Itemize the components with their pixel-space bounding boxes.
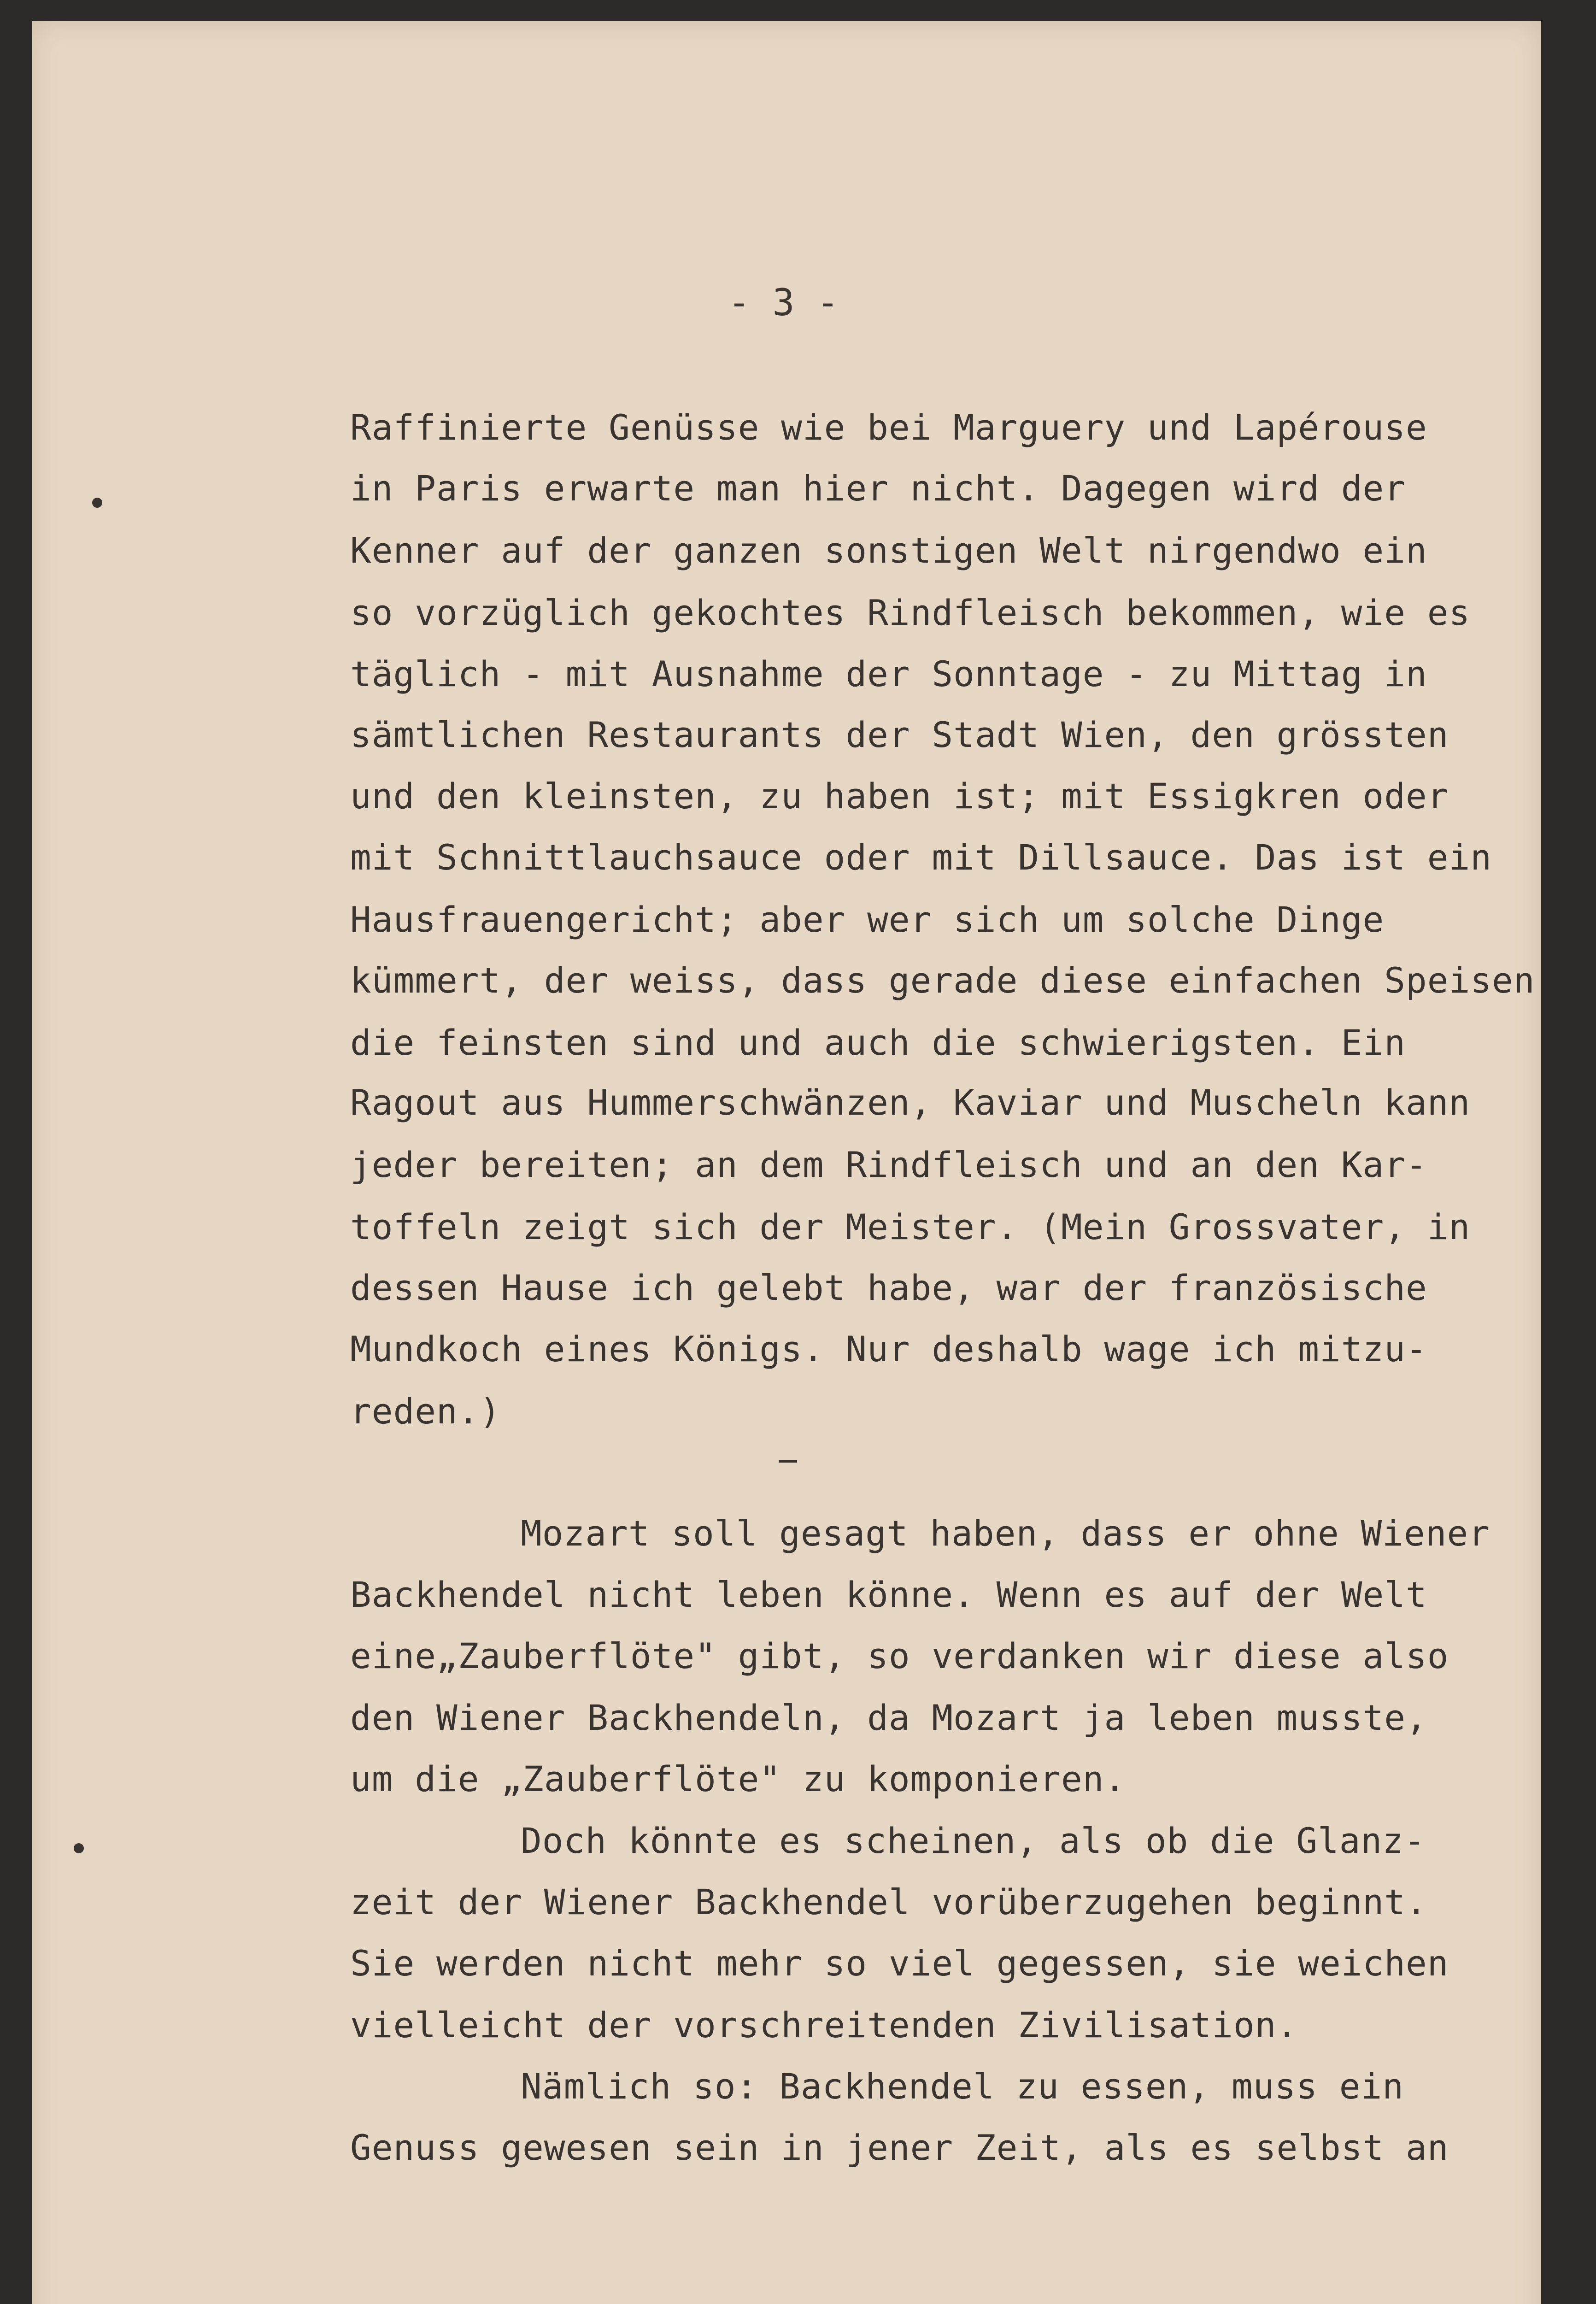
text-line: Nämlich so: Backhendel zu essen, muss ein <box>521 2066 1404 2107</box>
text-line: Sie werden nicht mehr so viel gegessen, sie weichen <box>350 1943 1449 1984</box>
text-line: Doch könnte es scheinen, als ob die Glanz- <box>521 1820 1426 1861</box>
text-line: Raffinierte Genüsse wie bei Marguery und Lapérouse <box>350 407 1427 448</box>
text-line: und den kleinsten, zu haben ist; mit Essigkren oder <box>350 776 1449 817</box>
text-line: den Wiener Backhendeln, da Mozart ja leben musste, <box>350 1697 1427 1738</box>
text-line: Backhendel nicht leben könne. Wenn es auf der Welt <box>350 1574 1427 1615</box>
text-line: zeit der Wiener Backhendel vorüberzugehen beginnt. <box>350 1881 1427 1922</box>
text-line: vielleicht der vorschreitenden Zivilisation. <box>350 2004 1298 2045</box>
text-line: Hausfrauengericht; aber wer sich um solche Dinge <box>350 899 1385 940</box>
text-line: eine„Zauberflöte" gibt, so verdanken wir diese also <box>350 1635 1449 1676</box>
binding-hole <box>74 1843 84 1853</box>
text-line: täglich - mit Ausnahme der Sonntage - zu Mittag in <box>350 653 1427 694</box>
text-line: Mozart soll gesagt haben, dass er ohne Wiener <box>521 1513 1490 1554</box>
binding-hole <box>92 498 102 508</box>
page-number: - 3 - <box>728 281 839 324</box>
text-line: um die „Zauberflöte" zu komponieren. <box>350 1758 1126 1799</box>
text-line: jeder bereiten; an dem Rindfleisch und an den Kar- <box>350 1144 1427 1185</box>
text-line: toffeln zeigt sich der Meister. (Mein Grossvater, in <box>350 1206 1471 1247</box>
text-line: mit Schnittlauchsauce oder mit Dillsauce. Das ist ein <box>350 837 1492 878</box>
text-line: Ragout aus Hummerschwänzen, Kaviar und Muscheln kann <box>350 1082 1471 1123</box>
text-line: dessen Hause ich gelebt habe, war der französische <box>350 1267 1427 1308</box>
text-line: reden.) <box>350 1391 501 1432</box>
text-line: so vorzüglich gekochtes Rindfleisch bekommen, wie es <box>350 592 1471 633</box>
text-line: Mundkoch eines Königs. Nur deshalb wage ich mitzu- <box>350 1328 1427 1369</box>
section-divider <box>779 1460 797 1463</box>
text-line: Kenner auf der ganzen sonstigen Welt nirgendwo ein <box>350 530 1427 571</box>
text-line: die feinsten sind und auch die schwierigsten. Ein <box>350 1022 1406 1063</box>
text-line: Genuss gewesen sein in jener Zeit, als es selbst an <box>350 2127 1449 2168</box>
text-line: sämtlichen Restaurants der Stadt Wien, den grössten <box>350 714 1449 755</box>
text-line: kümmert, der weiss, dass gerade diese einfachen Speisen <box>350 960 1535 1001</box>
text-line: in Paris erwarte man hier nicht. Dagegen wird der <box>350 468 1406 509</box>
